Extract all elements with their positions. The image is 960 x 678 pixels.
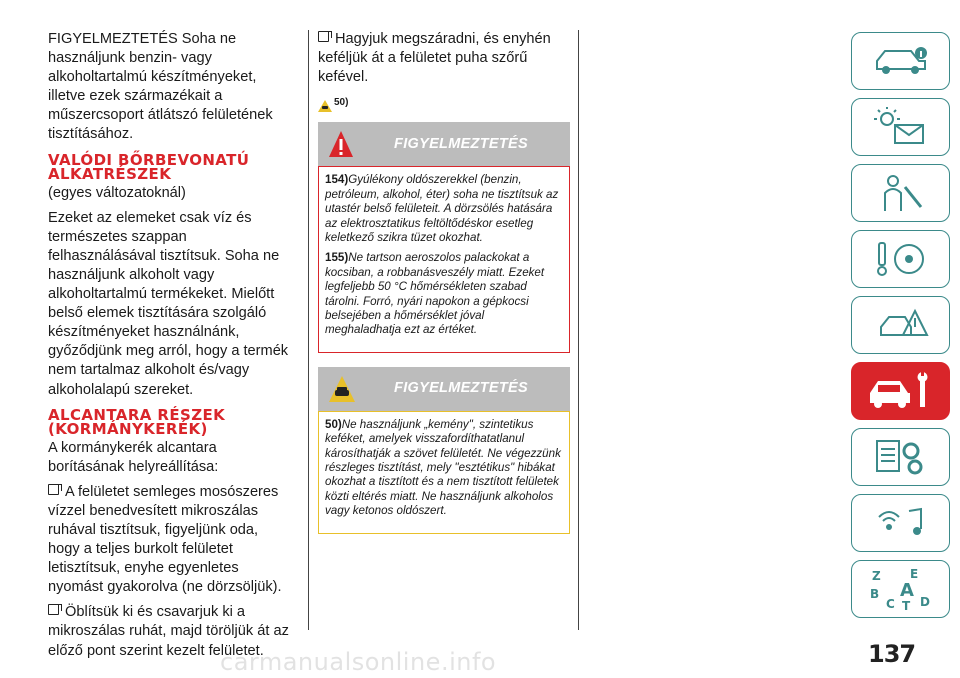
caution-car-icon xyxy=(328,375,356,403)
chapter-tabs xyxy=(851,32,950,626)
warning-title: FIGYELMEZTETÉS xyxy=(394,135,528,152)
warning-reference xyxy=(318,93,570,112)
danger-triangle-icon xyxy=(328,130,354,158)
multimedia-icon xyxy=(871,503,931,543)
seat-safety-icon xyxy=(871,173,931,213)
svg-text:A: A xyxy=(899,580,914,601)
svg-text:E: E xyxy=(909,567,918,581)
text-column-left xyxy=(48,30,293,667)
bullet-item xyxy=(48,483,293,598)
index-letters-icon xyxy=(866,566,936,612)
car-warning-icon xyxy=(871,305,931,345)
column-divider xyxy=(578,30,579,630)
tab-lights[interactable] xyxy=(851,98,950,156)
tab-multimedia[interactable] xyxy=(851,494,950,552)
warning-number: 154) xyxy=(325,173,349,187)
caution-title: FIGYELMEZTETÉS xyxy=(394,380,528,397)
column-divider xyxy=(308,30,309,630)
svg-text:D: D xyxy=(919,595,930,609)
warning-number: 155) xyxy=(325,251,349,265)
key-steering-icon xyxy=(871,239,931,279)
warning-header xyxy=(318,122,570,166)
svg-text:C: C xyxy=(885,597,895,611)
tab-maintenance[interactable] xyxy=(851,362,950,420)
checkbox-bullet-icon xyxy=(318,31,329,42)
checkbox-bullet-icon xyxy=(48,484,59,495)
bullet-item xyxy=(318,30,570,87)
watermark-text: carmanualsonline.info xyxy=(220,648,497,676)
warning-text: Gyúlékony oldószerekkel (benzin, petróleum, alkohol, éter) soha ne tisztítsuk az utastér belső felületeit. A dörzsölés hatására az elektrosztatikus feltöltődéskor esetleg keletkező szikra tüzet okozhat. xyxy=(325,173,559,244)
svg-text:Z: Z xyxy=(871,569,881,583)
leather-paragraph: Ezeket az elemeket csak víz és természetes szappan felhasználásával tisztítsuk. Soha ne használjunk alkoholt vagy alkoholtartalmú termékeket. Mielőtt belső elemek tisztítására szolgáló készítményeket használnánk, győződjünk meg arról, hogy a termék nem tartalmaz alkoholt és/vagy alkoholalapú szereket. xyxy=(48,209,289,398)
page-number: 137 xyxy=(868,640,916,668)
caution-car-icon xyxy=(318,100,332,112)
section-heading-alcantara: ALCANTARA RÉSZEK (KORMÁNYKERÉK) xyxy=(48,405,226,439)
reference-number: 50) xyxy=(334,97,349,109)
tab-safety[interactable] xyxy=(851,164,950,222)
car-wrench-icon xyxy=(866,371,936,411)
bullet-text: Öblítsük ki és csavarjuk ki a mikroszálas ruhát, majd töröljük át az előző pont szerint kezelt felületet. xyxy=(48,604,289,659)
tab-specifications[interactable] xyxy=(851,428,950,486)
caution-body xyxy=(318,411,570,534)
tab-index[interactable] xyxy=(851,560,950,618)
tab-starting[interactable] xyxy=(851,230,950,288)
lights-message-icon xyxy=(871,107,931,147)
bullet-text: Hagyjuk megszáradni, és enyhén keféljük át a felületet puha szőrű kefével. xyxy=(318,31,551,86)
tab-car-info[interactable] xyxy=(851,32,950,90)
caution-number: 50) xyxy=(325,417,342,431)
checkbox-bullet-icon xyxy=(48,604,59,615)
svg-text:T: T xyxy=(901,599,910,612)
bullet-text: A felületet semleges mosószeres vízzel benedvesített mikroszálas ruhával tisztítsuk, figyeljünk oda, hogy a teljes burkolt felületet letisztítsuk, enyhe egyenletes nyomást gyakorolva (ne dörzsöljük). xyxy=(48,483,282,596)
specs-gears-icon xyxy=(871,437,931,477)
warning-text: Ne tartson aeroszolos palackokat a kocsiban, a robbanásveszély miatt. Ezeket legfeljebb 50 °C hőmérsékleten szabad tárolni. Forró, nyári napokon a gépkocsi belsejében a hőmérséklet jóval meghaladhatja ezt az értéket. xyxy=(325,251,545,337)
warning-body xyxy=(318,166,570,352)
text-column-right xyxy=(318,30,570,548)
section-heading-leather: VALÓDI BŐRBEVONATÚ ALKATRÉSZEK xyxy=(48,150,250,184)
caution-header xyxy=(318,367,570,411)
car-info-icon xyxy=(871,43,931,79)
section-subheading: (egyes változatoknál) xyxy=(48,184,186,201)
tab-emergency[interactable] xyxy=(851,296,950,354)
intro-paragraph: FIGYELMEZTETÉS Soha ne használjunk benzin- vagy alkoholtartalmú készítményeket, illetve ezek származékait a műszercsoport átlátszó felületének tisztításához. xyxy=(48,31,273,143)
caution-text: Ne használjunk „kemény", szintetikus keféket, amelyek visszafordíthatatlanul károsíthatják a szövet felületét. Ne végezzünk részleges tisztítást, mely "esztétikus" hibákat okozhat a tisztított és a nem tisztított felületek közti eltérés miatt. Ne használjunk alkoholos vagy ketonos oldószert. xyxy=(325,417,561,518)
alcantara-paragraph: A kormánykerék alcantara borításának helyreállítása: xyxy=(48,439,219,475)
svg-text:B: B xyxy=(869,587,879,601)
